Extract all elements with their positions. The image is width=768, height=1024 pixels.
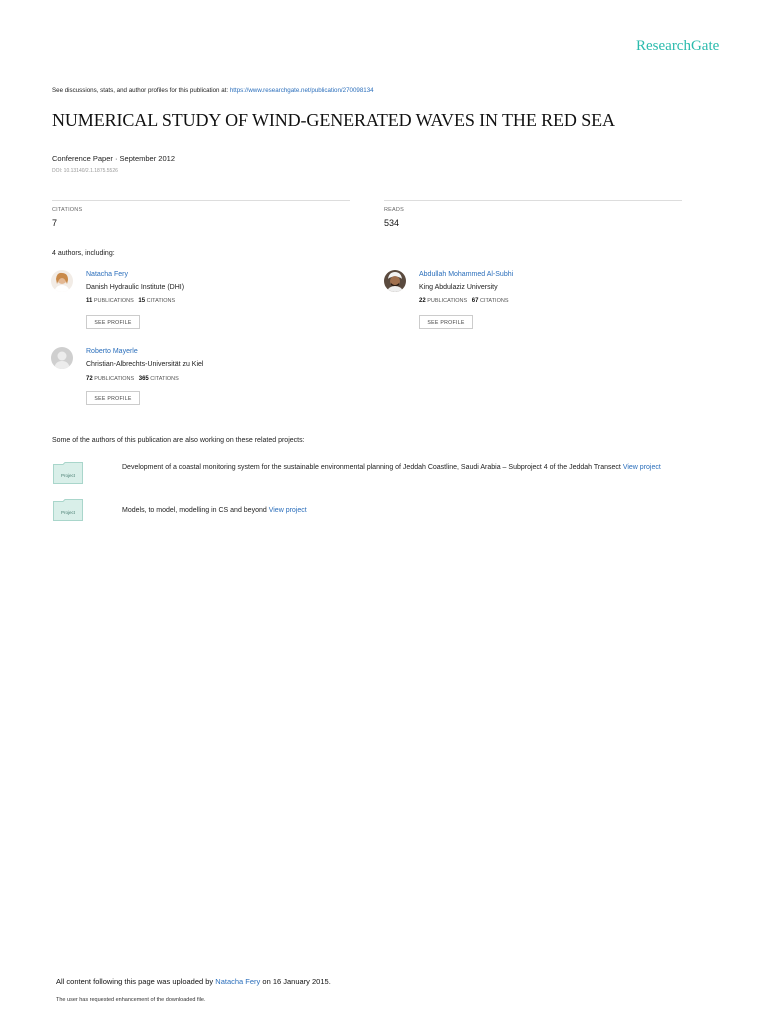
paper-type-date: Conference Paper · September 2012	[52, 154, 175, 163]
citations-label: CITATIONS	[52, 207, 83, 213]
author-stats	[86, 298, 175, 304]
view-project-link[interactable]: View project	[622, 464, 661, 471]
discussion-prefix: See discussions, stats, and author profiles for this publication at:	[52, 87, 230, 94]
author-institution: Danish Hydraulic Institute (DHI)	[86, 284, 185, 291]
publication-url-link[interactable]: https://www.researchgate.net/publication/270098134	[229, 87, 374, 94]
publications-count: 22	[419, 298, 426, 304]
author-name-link[interactable]: Abdullah Mohammed Al-Subhi	[419, 271, 514, 278]
upload-prefix: All content following this page was uploaded by	[56, 977, 216, 986]
project-icon-label: Project	[60, 473, 76, 478]
see-profile-button[interactable]: SEE PROFILE	[86, 315, 140, 329]
author-name-link[interactable]: Natacha Fery	[86, 271, 129, 278]
project-description	[122, 505, 722, 517]
author-institution: King Abdulaziz University	[419, 284, 498, 291]
citations-divider	[52, 200, 350, 201]
enhancement-note: The user has requested enhancement of the downloaded file.	[56, 997, 206, 1003]
publications-label: PUBLICATIONS	[93, 298, 134, 304]
uploader-link[interactable]: Natacha Fery	[215, 977, 261, 986]
paper-doi: DOI: 10.13140/2.1.1875.5526	[52, 168, 118, 174]
project-description	[122, 462, 722, 474]
view-project-link[interactable]: View project	[268, 507, 307, 514]
publications-label: PUBLICATIONS	[94, 376, 135, 382]
citations-count: 67	[471, 298, 479, 304]
upload-note	[56, 977, 331, 986]
reads-value: 534	[384, 218, 400, 228]
project-text: Models, to model, modelling in CS and beyond	[122, 507, 269, 514]
publications-label: PUBLICATIONS	[427, 298, 468, 304]
citations-label: CITATIONS	[479, 298, 509, 304]
researchgate-logo[interactable]: ResearchGate	[636, 38, 720, 54]
avatar[interactable]	[51, 347, 73, 369]
paper-title: NUMERICAL STUDY OF WIND-GENERATED WAVES IN THE RED SEA	[52, 110, 615, 130]
avatar[interactable]	[51, 270, 73, 292]
reads-label: READS	[384, 207, 404, 213]
upload-suffix: on 16 January 2015.	[260, 977, 331, 986]
citations-label: CITATIONS	[146, 298, 176, 304]
citations-count: 15	[138, 298, 146, 304]
reads-divider	[384, 200, 682, 201]
citations-count: 365	[138, 376, 149, 382]
default-avatar-icon	[51, 347, 73, 369]
citations-value: 7	[52, 218, 58, 228]
discussion-line	[52, 87, 374, 94]
author-photo-icon	[384, 270, 406, 292]
project-text: Development of a coastal monitoring system for the sustainable environmental planning of Jeddah Coastline, Saudi Arabia – Subproject 4 of the Jeddah Transect	[122, 464, 623, 471]
publications-count: 72	[86, 376, 93, 382]
author-stats	[419, 298, 509, 304]
author-stats	[86, 376, 179, 382]
author-name-link[interactable]: Roberto Mayerle	[86, 348, 138, 355]
see-profile-button[interactable]: SEE PROFILE	[419, 315, 473, 329]
publications-count: 11	[86, 298, 93, 304]
see-profile-button[interactable]: SEE PROFILE	[86, 391, 140, 405]
project-icon-label: Project	[60, 510, 76, 515]
citations-label: CITATIONS	[150, 376, 179, 382]
projects-heading: Some of the authors of this publication are also working on these related projects:	[52, 437, 305, 444]
project-folder-icon	[53, 499, 83, 521]
author-institution: Christian-Albrechts-Universität zu Kiel	[86, 361, 204, 368]
project-folder-icon	[53, 462, 83, 484]
author-photo-icon	[51, 270, 73, 292]
authors-heading: 4 authors, including:	[52, 250, 115, 257]
avatar[interactable]	[384, 270, 406, 292]
